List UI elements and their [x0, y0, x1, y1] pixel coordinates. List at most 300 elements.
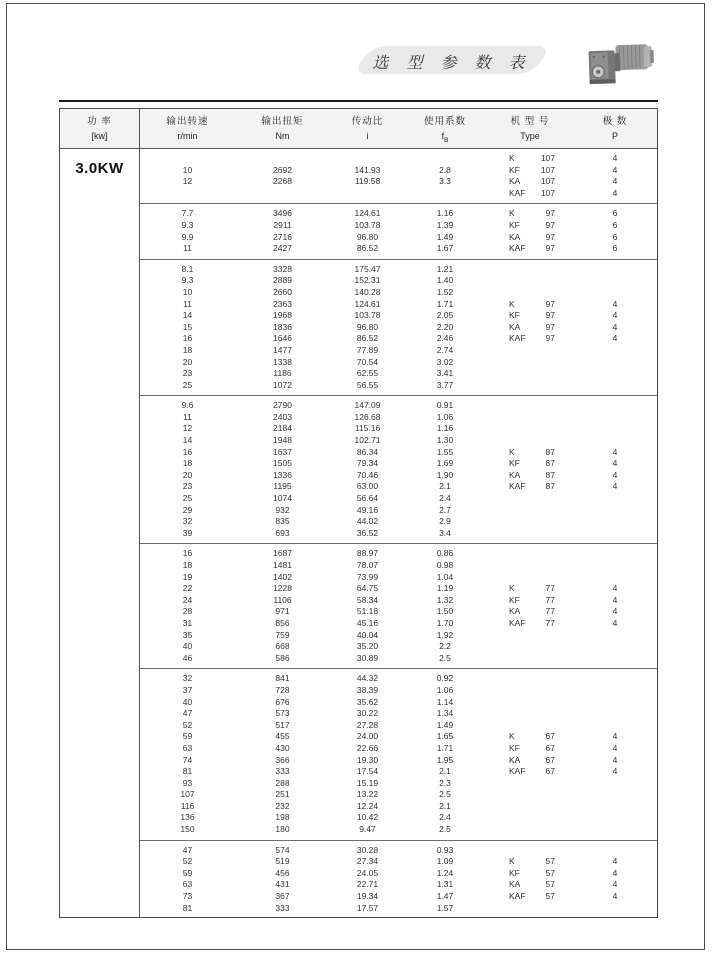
cell-torque: 2889	[273, 275, 292, 286]
cell-type: KF 57	[509, 867, 555, 878]
cell-service-factor: 3.4	[439, 527, 451, 538]
cell-ratio: 19.30	[356, 754, 379, 765]
cell-poles: 6	[612, 219, 618, 230]
cell-torque: 2692	[273, 164, 292, 175]
cell-ratio: 10.42	[356, 812, 379, 823]
cell-poles	[575, 653, 655, 665]
cell-speed: 9.3	[181, 275, 194, 286]
cell-ratio: 78.07	[356, 560, 379, 570]
table-row	[140, 322, 657, 334]
cell-type	[485, 720, 575, 732]
cell-speed: 40	[182, 696, 193, 707]
table-row	[140, 879, 657, 891]
cell-poles: 4	[612, 754, 618, 765]
cell-torque: 2403	[273, 411, 292, 422]
table-row	[140, 153, 657, 165]
cell-torque: 573	[275, 708, 290, 719]
cell-torque: 1646	[273, 333, 292, 344]
cell-ratio: 22.66	[356, 742, 379, 753]
cell-torque: 2911	[273, 219, 292, 230]
table-header-grid	[140, 109, 657, 148]
cell-speed: 59	[182, 867, 193, 878]
cell-type	[485, 287, 575, 299]
table-row	[140, 630, 657, 642]
cell-service-factor: 1.19	[436, 583, 454, 594]
cell-service-factor: 3.77	[436, 379, 454, 390]
cell-speed: 32	[182, 673, 193, 684]
cell-poles: 4	[612, 617, 618, 628]
table-row	[140, 176, 657, 188]
cell-type: K 97	[509, 208, 555, 219]
cell-ratio: 13.22	[356, 789, 379, 800]
cell-speed: 32	[182, 516, 193, 527]
cell-ratio: 27.34	[356, 856, 379, 867]
cell-speed: 12	[182, 423, 193, 434]
cell-service-factor: 2.7	[439, 504, 451, 515]
cell-ratio: 64.75	[356, 583, 379, 594]
table-row	[140, 708, 657, 720]
cell-speed: 25	[182, 379, 193, 390]
table-row	[140, 697, 657, 709]
cell-speed: 107	[180, 789, 195, 800]
cell-torque: 455	[275, 731, 290, 742]
cell-poles	[575, 641, 655, 653]
cell-service-factor: 1.31	[436, 879, 454, 890]
cell-speed: 18	[182, 458, 193, 469]
cell-type	[485, 641, 575, 653]
cell-poles: 4	[612, 153, 618, 163]
cell-service-factor: 2.5	[439, 824, 451, 835]
cell-type	[485, 275, 575, 287]
cell-type	[485, 697, 575, 709]
cell-speed: 39	[182, 527, 193, 538]
cell-type	[485, 685, 575, 697]
cell-speed: 19	[182, 571, 193, 582]
cell-ratio: 119.58	[354, 176, 381, 187]
cell-service-factor: 3.02	[436, 356, 454, 367]
cell-service-factor: 2.1	[439, 800, 451, 811]
cell-service-factor: 1.70	[436, 617, 454, 628]
cell-poles	[575, 845, 655, 857]
cell-type: KAF 67	[509, 766, 555, 777]
table-row	[140, 310, 657, 322]
cell-service-factor: 1.52	[436, 286, 454, 297]
cell-poles	[575, 778, 655, 790]
table-row	[140, 618, 657, 630]
cell-torque: 1106	[273, 594, 292, 605]
cell-type	[485, 789, 575, 801]
cell-ratio: 35.62	[356, 696, 379, 707]
cell-poles: 4	[612, 856, 618, 867]
table-row	[140, 357, 657, 369]
cell-speed: 52	[182, 856, 193, 867]
cell-ratio: 44.02	[356, 516, 379, 527]
cell-type: KF 97	[509, 219, 555, 230]
cell-speed: 73	[182, 891, 193, 902]
cell-speed: 18	[182, 344, 193, 355]
cell-ratio: 126.68	[354, 411, 381, 422]
table-row	[140, 755, 657, 767]
cell-torque: 1477	[273, 344, 292, 355]
cell-service-factor: 1.50	[436, 606, 454, 617]
cell-torque: 1968	[273, 310, 292, 321]
cell-speed: 11	[183, 298, 192, 309]
cell-service-factor: 2.46	[436, 333, 454, 344]
cell-poles	[575, 685, 655, 697]
cell-service-factor: 2.5	[439, 652, 451, 663]
table-row	[140, 470, 657, 482]
cell-service-factor: 1.24	[436, 867, 454, 878]
cell-poles: 4	[612, 187, 618, 198]
row-group	[140, 203, 657, 258]
cell-ratio: 63.00	[356, 481, 379, 492]
cell-type	[485, 412, 575, 424]
cell-service-factor: 3.41	[436, 368, 454, 379]
cell-torque: 693	[275, 527, 290, 538]
col-header-poles: 极 数 P	[602, 116, 628, 141]
cell-poles	[575, 697, 655, 709]
table-row	[140, 232, 657, 244]
table-header-row	[60, 109, 657, 149]
table-row	[140, 824, 657, 836]
cell-ratio: 96.80	[356, 321, 379, 332]
cell-poles	[575, 493, 655, 505]
cell-type	[485, 505, 575, 517]
cell-speed: 15	[182, 321, 193, 332]
col-header-speed: 输出转速 r/min	[166, 116, 209, 141]
cell-ratio: 30.22	[356, 708, 379, 719]
cell-speed: 20	[182, 356, 193, 367]
cell-type	[485, 903, 575, 915]
cell-torque: 366	[275, 754, 290, 765]
cell-torque: 1186	[273, 368, 292, 379]
cell-ratio: 115.16	[354, 423, 381, 434]
cell-ratio	[330, 188, 405, 200]
col-header-power: 功 率 [kw]	[60, 109, 140, 148]
cell-torque: 2363	[273, 298, 292, 309]
table-row	[140, 673, 657, 685]
cell-type	[485, 423, 575, 435]
table-row	[140, 903, 657, 915]
cell-type: K 77	[509, 583, 555, 594]
row-group	[140, 395, 657, 543]
cell-torque: 2427	[273, 243, 292, 254]
table-row	[140, 345, 657, 357]
cell-speed: 31	[182, 617, 193, 628]
cell-ratio: 73.99	[356, 571, 379, 582]
cell-torque: 586	[275, 652, 290, 663]
table-row	[140, 458, 657, 470]
cell-poles	[575, 423, 655, 435]
cell-ratio: 124.61	[354, 298, 381, 309]
cell-type	[485, 264, 575, 276]
cell-type	[485, 493, 575, 505]
cell-type: KAF 97	[509, 333, 555, 344]
cell-speed	[140, 188, 235, 200]
cell-poles	[575, 275, 655, 287]
cell-poles: 4	[612, 298, 618, 309]
cell-type: KF 97	[509, 310, 555, 321]
cell-type	[485, 560, 575, 572]
cell-ratio: 45.16	[356, 617, 379, 628]
table-row	[140, 435, 657, 447]
table-row	[140, 801, 657, 813]
cell-poles: 6	[612, 243, 618, 254]
cell-type	[485, 778, 575, 790]
cell-service-factor: 2.9	[439, 516, 451, 527]
cell-poles	[575, 412, 655, 424]
cell-type	[485, 801, 575, 813]
cell-poles	[575, 673, 655, 685]
cell-ratio: 147.09	[354, 400, 381, 411]
cell-service-factor: 0.93	[436, 844, 454, 855]
cell-type: K 87	[509, 446, 555, 457]
cell-speed: 16	[182, 333, 193, 344]
cell-torque: 367	[275, 891, 290, 902]
cell-ratio: 17.54	[356, 766, 379, 777]
cell-service-factor: 2.2	[439, 641, 451, 652]
table-row	[140, 778, 657, 790]
cell-poles: 4	[612, 583, 618, 594]
cell-type	[485, 528, 575, 540]
cell-type: KA 57	[509, 879, 555, 890]
cell-ratio: 15.19	[356, 777, 379, 788]
cell-ratio: 175.47	[354, 263, 381, 274]
cell-ratio: 56.64	[356, 493, 379, 504]
cell-speed: 10	[182, 164, 193, 175]
cell-ratio: 141.93	[354, 164, 381, 175]
cell-ratio: 152.31	[354, 275, 381, 286]
row-group	[140, 840, 657, 917]
cell-service-factor: 1.57	[436, 902, 454, 913]
cell-type	[485, 380, 575, 392]
cell-torque: 1687	[273, 548, 292, 559]
cell-poles	[575, 548, 655, 560]
cell-ratio: 88.97	[356, 548, 379, 559]
cell-torque: 1836	[273, 321, 292, 332]
cell-torque: 3496	[273, 208, 292, 219]
table-row	[140, 868, 657, 880]
cell-speed: 74	[182, 754, 193, 765]
cell-speed: 24	[182, 594, 193, 605]
table-row	[140, 583, 657, 595]
cell-type: K 57	[509, 856, 555, 867]
cell-speed: 35	[182, 629, 193, 640]
cell-poles	[575, 380, 655, 392]
cell-service-factor: 1.16	[436, 208, 454, 219]
cell-ratio: 51.18	[356, 606, 379, 617]
cell-poles	[575, 287, 655, 299]
cell-service-factor	[405, 188, 485, 200]
cell-ratio: 30.28	[356, 844, 379, 855]
cell-service-factor: 1.92	[436, 629, 454, 640]
cell-service-factor: 2.5	[439, 789, 451, 800]
cell-poles	[575, 824, 655, 836]
cell-poles	[575, 435, 655, 447]
cell-type: KF 77	[509, 594, 555, 605]
cell-speed: 150	[180, 824, 195, 835]
cell-poles: 4	[612, 879, 618, 890]
cell-service-factor: 1.09	[436, 856, 454, 867]
cell-ratio: 56.55	[356, 379, 379, 390]
cell-speed: 23	[182, 368, 193, 379]
cell-ratio: 36.52	[356, 527, 379, 538]
cell-speed: 7.7	[181, 208, 194, 219]
cell-speed: 93	[182, 777, 193, 788]
cell-type	[485, 653, 575, 665]
table-row	[140, 208, 657, 220]
cell-service-factor: 1.40	[436, 275, 454, 286]
cell-poles: 6	[612, 208, 618, 219]
cell-poles: 4	[612, 742, 618, 753]
table-row	[140, 400, 657, 412]
table-row	[140, 447, 657, 459]
table-body	[140, 149, 657, 917]
cell-type: K 107	[509, 153, 555, 163]
cell-poles: 4	[612, 606, 618, 617]
cell-ratio: 103.78	[354, 219, 381, 230]
cell-service-factor: 2.4	[439, 812, 451, 823]
cell-speed: 11	[183, 243, 192, 254]
cell-type: KA 107	[509, 176, 555, 187]
cell-ratio	[330, 153, 405, 165]
cell-torque: 430	[275, 742, 290, 753]
cell-torque: 1074	[273, 493, 292, 504]
cell-torque: 333	[275, 766, 290, 777]
cell-type	[485, 572, 575, 584]
cell-torque: 2184	[273, 423, 292, 434]
cell-speed: 8.1	[181, 263, 194, 274]
cell-torque: 1505	[273, 458, 292, 469]
cell-service-factor: 1.14	[436, 696, 454, 707]
cell-torque: 1195	[273, 481, 292, 492]
cell-poles	[575, 903, 655, 915]
cell-service-factor: 0.98	[436, 560, 454, 570]
cell-service-factor: 1.34	[436, 708, 454, 719]
cell-poles	[575, 505, 655, 517]
cell-service-factor: 0.91	[436, 400, 454, 411]
cell-torque: 431	[275, 879, 290, 890]
cell-poles: 4	[612, 469, 618, 480]
cell-torque: 932	[275, 504, 290, 515]
cell-speed: 14	[182, 435, 193, 446]
cell-speed: 40	[182, 641, 193, 652]
cell-ratio: 86.34	[356, 446, 379, 457]
table-row	[140, 845, 657, 857]
cell-speed: 14	[182, 310, 193, 321]
cell-ratio: 19.34	[356, 891, 379, 902]
cell-torque	[235, 153, 330, 165]
cell-service-factor: 1.55	[436, 446, 454, 457]
cell-service-factor: 1.16	[436, 423, 454, 434]
cell-speed: 29	[182, 504, 193, 515]
col-header-service-factor: 使用系数 $f_B$	[423, 116, 466, 144]
table-row	[140, 743, 657, 755]
table-row	[140, 243, 657, 255]
table-row	[140, 891, 657, 903]
selection-table	[59, 108, 658, 918]
cell-service-factor: 1.04	[436, 571, 454, 582]
cell-torque: 676	[275, 696, 290, 707]
table-row	[140, 766, 657, 778]
cell-service-factor: 1.30	[436, 435, 454, 446]
cell-torque: 180	[275, 824, 290, 835]
cell-poles: 4	[612, 446, 618, 457]
table-row	[140, 720, 657, 732]
table-row	[140, 188, 657, 200]
cell-type	[485, 845, 575, 857]
cell-torque: 856	[275, 617, 290, 628]
cell-ratio: 27.28	[356, 719, 379, 730]
row-group	[140, 668, 657, 839]
cell-service-factor: 1.06	[436, 411, 454, 422]
cell-speed: 52	[182, 719, 193, 730]
cell-speed: 10	[182, 286, 193, 297]
cell-speed: 9.3	[181, 219, 194, 230]
cell-service-factor: 2.8	[439, 164, 451, 175]
cell-torque: 1338	[273, 356, 292, 367]
cell-type: KAF 87	[509, 481, 555, 492]
cell-type: KAF 107	[509, 187, 555, 198]
cell-poles: 4	[612, 164, 618, 175]
cell-torque: 759	[275, 629, 290, 640]
table-row	[140, 264, 657, 276]
cell-ratio: 22.71	[356, 879, 379, 890]
table-row	[140, 685, 657, 697]
cell-torque: 971	[275, 606, 290, 617]
cell-torque: 841	[275, 673, 290, 684]
cell-speed: 47	[182, 708, 193, 719]
cell-speed	[140, 153, 235, 165]
cell-ratio: 86.52	[356, 243, 379, 254]
cell-type	[485, 357, 575, 369]
table-row	[140, 560, 657, 572]
table-row	[140, 368, 657, 380]
cell-torque: 1948	[273, 435, 292, 446]
cell-ratio: 24.00	[356, 731, 379, 742]
cell-speed: 81	[182, 766, 193, 777]
cell-type: KA 97	[509, 321, 555, 332]
cell-service-factor: 1.90	[436, 469, 454, 480]
cell-ratio: 12.24	[356, 800, 379, 811]
table-row	[140, 333, 657, 345]
cell-type	[485, 548, 575, 560]
cell-type	[485, 368, 575, 380]
cell-type: K 97	[509, 298, 555, 309]
cell-torque	[235, 188, 330, 200]
cell-type	[485, 435, 575, 447]
cell-speed: 81	[182, 902, 193, 913]
cell-speed: 11	[183, 411, 192, 422]
cell-ratio: 103.78	[354, 310, 381, 321]
cell-ratio: 70.54	[356, 356, 379, 367]
cell-torque: 333	[275, 902, 290, 913]
cell-type	[485, 516, 575, 528]
cell-service-factor: 2.74	[436, 344, 454, 355]
cell-poles	[575, 720, 655, 732]
row-group	[140, 149, 657, 203]
cell-torque: 1072	[273, 379, 292, 390]
cell-ratio: 77.89	[356, 344, 379, 355]
cell-service-factor: 1.49	[436, 231, 454, 242]
cell-poles	[575, 789, 655, 801]
cell-type: KA 87	[509, 469, 555, 480]
cell-service-factor: 1.47	[436, 891, 454, 902]
table-row	[140, 856, 657, 868]
cell-poles: 4	[612, 458, 618, 469]
cell-type: KAF 97	[509, 243, 555, 254]
cell-ratio: 35.20	[356, 641, 379, 652]
